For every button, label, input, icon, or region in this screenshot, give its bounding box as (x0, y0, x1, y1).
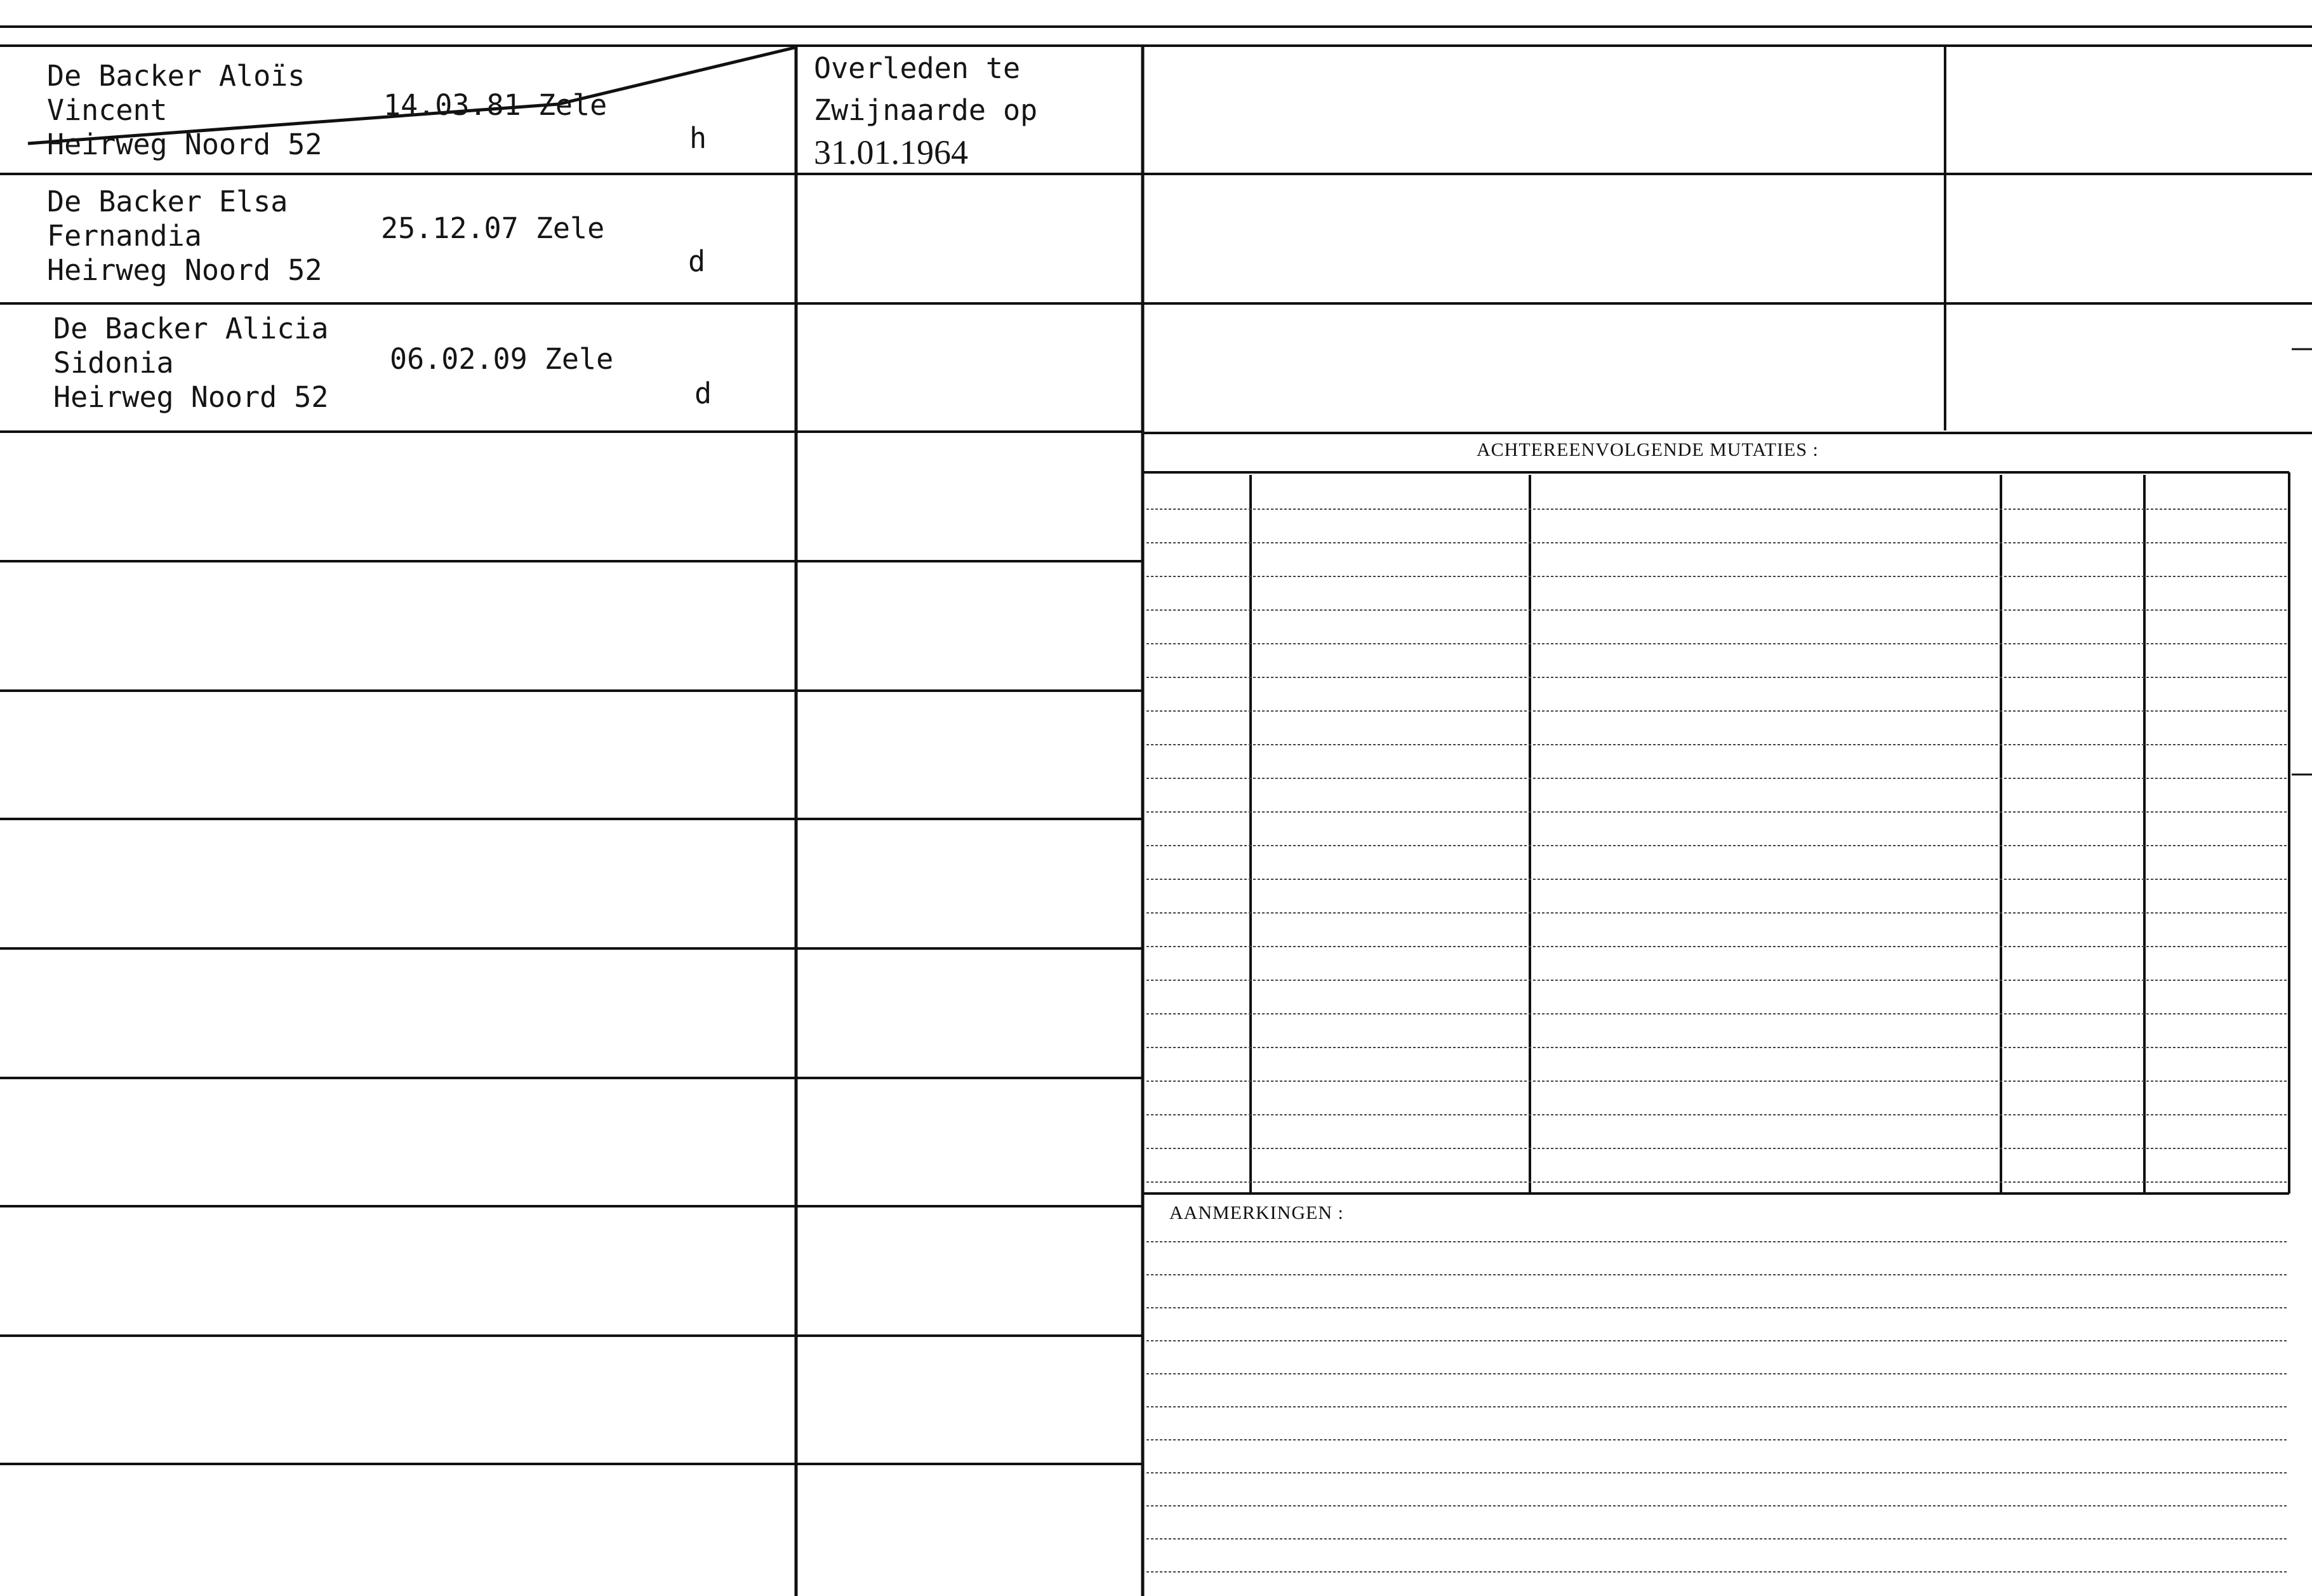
person-2-birth: 25.12.07 Zele (381, 211, 605, 245)
person-1-birth: 14.03.81 Zele (383, 88, 608, 122)
person-1-code: h (689, 121, 707, 155)
person-2-name: De Backer Elsa (47, 185, 288, 218)
person-3-given-names: Sidonia (53, 346, 174, 380)
row-dividers-right (1143, 174, 2312, 433)
person-1-remark-line-2: Zwijnaarde op (814, 93, 1038, 127)
person-1-remark-line-1: Overleden te (814, 51, 1021, 85)
person-3-address: Heirweg Noord 52 (53, 380, 329, 414)
mutations-table-frame (1143, 472, 2289, 1194)
mutations-table-ruling (1146, 509, 2288, 1182)
person-1-address: Heirweg Noord 52 (47, 128, 322, 161)
person-2-given-names: Fernandia (47, 219, 202, 253)
person-1-given-names: Vincent (47, 93, 168, 127)
person-3-name: De Backer Alicia (53, 312, 329, 345)
person-3-birth: 06.02.09 Zele (390, 342, 614, 376)
person-3-code: d (694, 376, 712, 410)
person-1-name: De Backer Aloïs (47, 59, 305, 93)
person-2-address: Heirweg Noord 52 (47, 253, 322, 287)
person-1-death-date: 31.01.1964 (814, 133, 968, 171)
remarks-ruling (1146, 1242, 2288, 1572)
remarks-heading: AANMERKINGEN : (1169, 1202, 1344, 1223)
person-2-code: d (688, 244, 706, 278)
mutations-heading: ACHTEREENVOLGENDE MUTATIES : (1477, 439, 1819, 460)
